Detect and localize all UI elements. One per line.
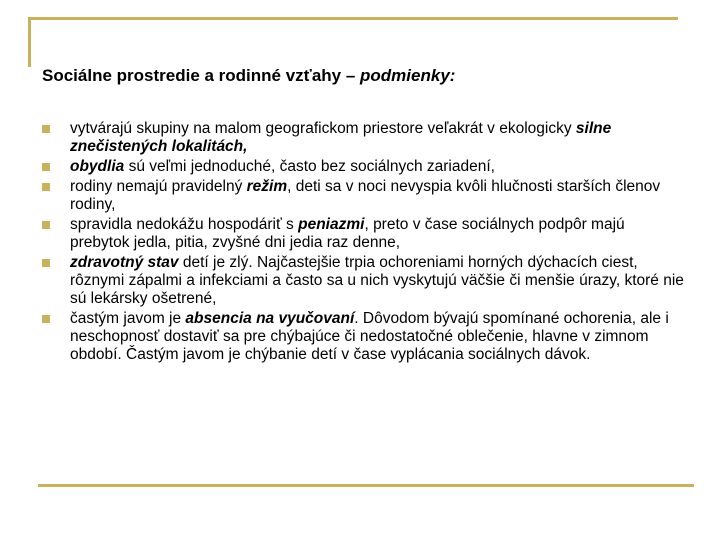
bullet-text: rodiny nemajú pravidelný [70,178,247,195]
bullet-text: sú veľmi jednoduché, často bez sociálnych zariadení, [124,158,495,175]
bullet-square-icon [42,259,50,267]
bullet-square-icon [42,163,50,171]
bullet-emphasis: zdravotný stav [70,254,179,271]
bullet-item-1 [42,120,687,156]
bullet-text: častým javom je [70,310,186,327]
bullet-item-2 [42,158,687,176]
title-main: Sociálne prostredie a rodinné vzťahy – [42,66,361,85]
title-emphasis: podmienky: [360,66,456,85]
slide-title [42,66,455,86]
bullet-list [42,120,687,366]
bullet-text: , deti sa v noci nevyspia kvôli hlučnosti starších členov rodiny, [70,178,661,213]
bullet-text: , preto v čase sociálnych podpôr majú prebytok jedla, pitia, zvyšné dni jedia raz denne, [70,216,625,251]
bullet-square-icon [42,125,50,133]
bullet-square-icon [42,183,50,191]
bullet-item-5 [42,254,687,308]
bullet-emphasis: obydlia [70,158,125,175]
frame-left-line [28,17,31,67]
bullet-emphasis: peniazmi [298,216,365,233]
bullet-emphasis: absencia na vyučovaní [185,310,355,327]
bullet-square-icon [42,221,50,229]
bullet-text: vytvárajú skupiny na malom geografickom priestore veľakrát v ekologicky [70,120,576,137]
bullet-text: spravidla nedokážu hospodáriť s [70,216,299,233]
frame-bottom-line [38,484,694,487]
bullet-emphasis: režim [246,178,288,195]
bullet-square-icon [42,315,50,323]
bullet-item-4 [42,216,687,252]
bullet-item-3 [42,178,687,214]
bullet-item-6 [42,310,687,364]
frame-top-line [28,17,678,20]
bullet-emphasis: silne znečistených lokalitách, [70,120,612,155]
bullet-text: detí je zlý. Najčastejšie trpia ochoreniami horných dýchacích ciest, rôznymi zápalmi a infekciami a často sa u nich vyskytujú väčšie či menšie úrazy, ktoré nie sú lekársky ošetrené, [70,254,684,307]
bullet-text: . Dôvodom bývajú spomínané ochorenia, ale i neschopnosť dostaviť sa pre chýbajúce či nedostatočné oblečenie, hlavne v zimnom období. Častým javom je chýbanie detí v čase vyplácania sociálnych dávok. [70,310,669,363]
